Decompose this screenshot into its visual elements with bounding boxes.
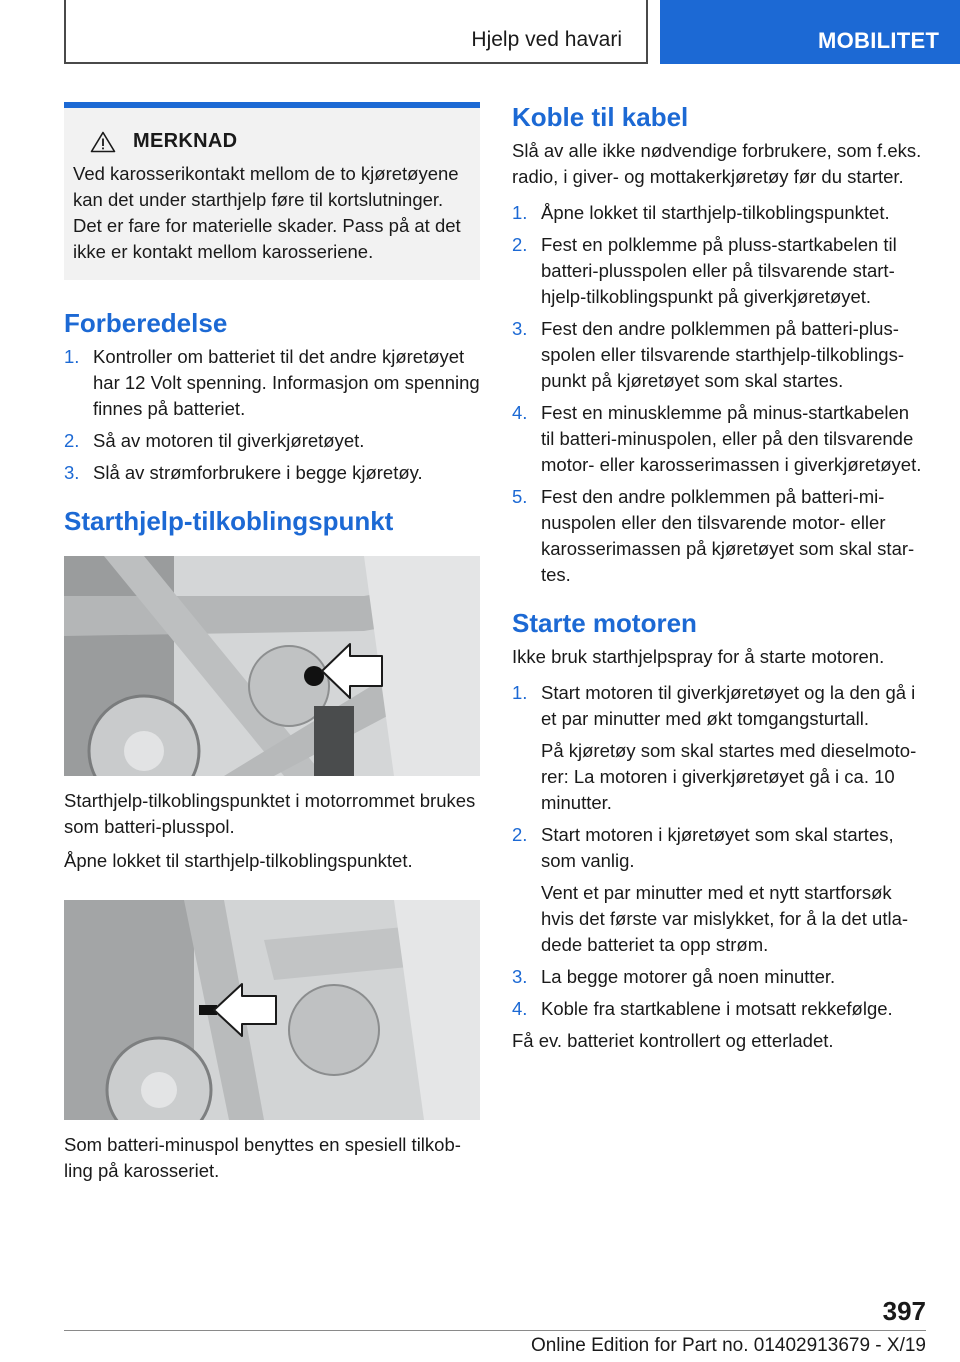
cable-steps: [512, 200, 926, 588]
step-number: 2.: [64, 430, 80, 451]
warning-note: [64, 102, 480, 280]
list-item: [64, 428, 480, 454]
engine-bay-figure-negative: [64, 900, 480, 1120]
list-item: [512, 964, 926, 990]
figure-caption-2: Åpne lokket til starthjelp-tilkoblingspunktet.: [64, 850, 413, 871]
header-section-title: Hjelp ved havari: [471, 28, 622, 51]
edition-text: Online Edition for Part no. 01402913679 - X/19: [530, 1335, 926, 1356]
step-text: La begge motorer gå noen minutter.: [541, 966, 836, 987]
step-number: 1.: [64, 346, 80, 367]
right-column: [512, 102, 926, 1054]
step-number: 5.: [512, 486, 528, 507]
list-item: [512, 200, 926, 226]
step-text: Fest en minusklemme på minus-startkabelen til batteri-minuspolen, eller på den tilsvarende motor- eller karosserimassen i giverkjøretøyet.: [541, 402, 922, 475]
header-frame: [64, 0, 648, 64]
start-intro: Ikke bruk starthjelpspray for å starte motoren.: [512, 646, 885, 667]
step-number: 3.: [64, 462, 80, 483]
step-text: Fest den andre polklemmen på batteri-plusspolen eller tilsvarende starthjelp-tilkoblingspunkt på kjøretøyet som skal startes.: [541, 318, 904, 391]
figure-caption-1: Starthjelp-tilkoblingspunktet i motorrommet brukes som batteri-plusspol.: [64, 790, 476, 837]
list-item: [512, 822, 926, 958]
step-number: 2.: [512, 234, 528, 255]
step-number: 4.: [512, 998, 528, 1019]
step-number: 1.: [512, 202, 528, 223]
list-item: [512, 400, 926, 478]
prep-steps: [64, 344, 480, 486]
step-text: Fest en polklemme på pluss-startkabelen til batteri-plusspolen eller på tilsvarende starthjelp-tilkoblingspunkt på giverkjøretøyet.: [541, 234, 897, 307]
step-text: Fest den andre polklemmen på batteri-minuspolen eller den tilsvarende motor- eller karosserimassen på kjøretøyet som skal startes.: [541, 486, 915, 585]
step-text: Så av motoren til giverkjøretøyet.: [93, 430, 365, 451]
heading-starthjelp: Starthjelp-tilkoblingspunkt: [64, 506, 394, 536]
step-subtext: På kjøretøy som skal startes med dieselmotorer: La motoren i giverkjøretøyet gå i ca. 10 minutter.: [541, 740, 917, 813]
warning-triangle-icon: [90, 131, 116, 153]
step-text: Kontroller om batteriet til det andre kjøretøyet har 12 Volt spenning. Informasjon om spenning finnes på batteriet.: [93, 346, 480, 419]
page-number: 397: [882, 1296, 926, 1326]
step-number: 4.: [512, 402, 528, 423]
header-chapter-tab: MOBILITET: [660, 0, 960, 64]
figure-caption-3: Som batteri-minuspol benyttes en spesiell tilkobling på karosseriet.: [64, 1134, 461, 1181]
step-text: Koble fra startkablene i motsatt rekkefølge.: [541, 998, 893, 1019]
list-item: [64, 344, 480, 422]
list-item: [512, 996, 926, 1022]
list-item: [512, 316, 926, 394]
left-column: [64, 102, 480, 1184]
step-number: 3.: [512, 318, 528, 339]
footer-divider: [64, 1330, 926, 1331]
step-number: 3.: [512, 966, 528, 987]
note-title: MERKNAD: [133, 130, 238, 152]
note-body: Ved karosserikontakt mellom de to kjøretøyene kan det under starthjelp føre til kortslutninger. Det er fare for materielle skader. Pass på at det ikke er kontakt mellom karosseriene.: [73, 163, 461, 262]
start-closing: Få ev. batteriet kontrollert og etterladet.: [512, 1030, 834, 1051]
step-text: Åpne lokket til starthjelp-tilkoblingspunktet.: [541, 202, 890, 223]
heading-forberedelse: Forberedelse: [64, 308, 228, 338]
engine-bay-figure-positive: [64, 556, 480, 776]
step-text: Slå av strømforbrukere i begge kjøretøy.: [93, 462, 423, 483]
step-number: 2.: [512, 824, 528, 845]
heading-koble-til-kabel: Koble til kabel: [512, 102, 689, 132]
cable-intro: Slå av alle ikke nødvendige forbrukere, som f.eks. radio, i giver- og mottakerkjøretøy før du starter.: [512, 140, 922, 187]
start-steps: [512, 680, 926, 1022]
step-number: 1.: [512, 682, 528, 703]
list-item: [512, 484, 926, 588]
step-text: Start motoren til giverkjøretøyet og la den gå i et par minutter med økt tomgangsturtall.: [541, 682, 916, 729]
step-text: Start motoren i kjøretøyet som skal startes, som vanlig.: [541, 824, 894, 871]
list-item: [512, 232, 926, 310]
list-item: [512, 680, 926, 816]
step-subtext: Vent et par minutter med et nytt startforsøk hvis det første var mislykket, for å la det utladede batteriet ta opp strøm.: [541, 882, 909, 955]
heading-starte-motoren: Starte motoren: [512, 608, 697, 638]
list-item: [64, 460, 480, 486]
